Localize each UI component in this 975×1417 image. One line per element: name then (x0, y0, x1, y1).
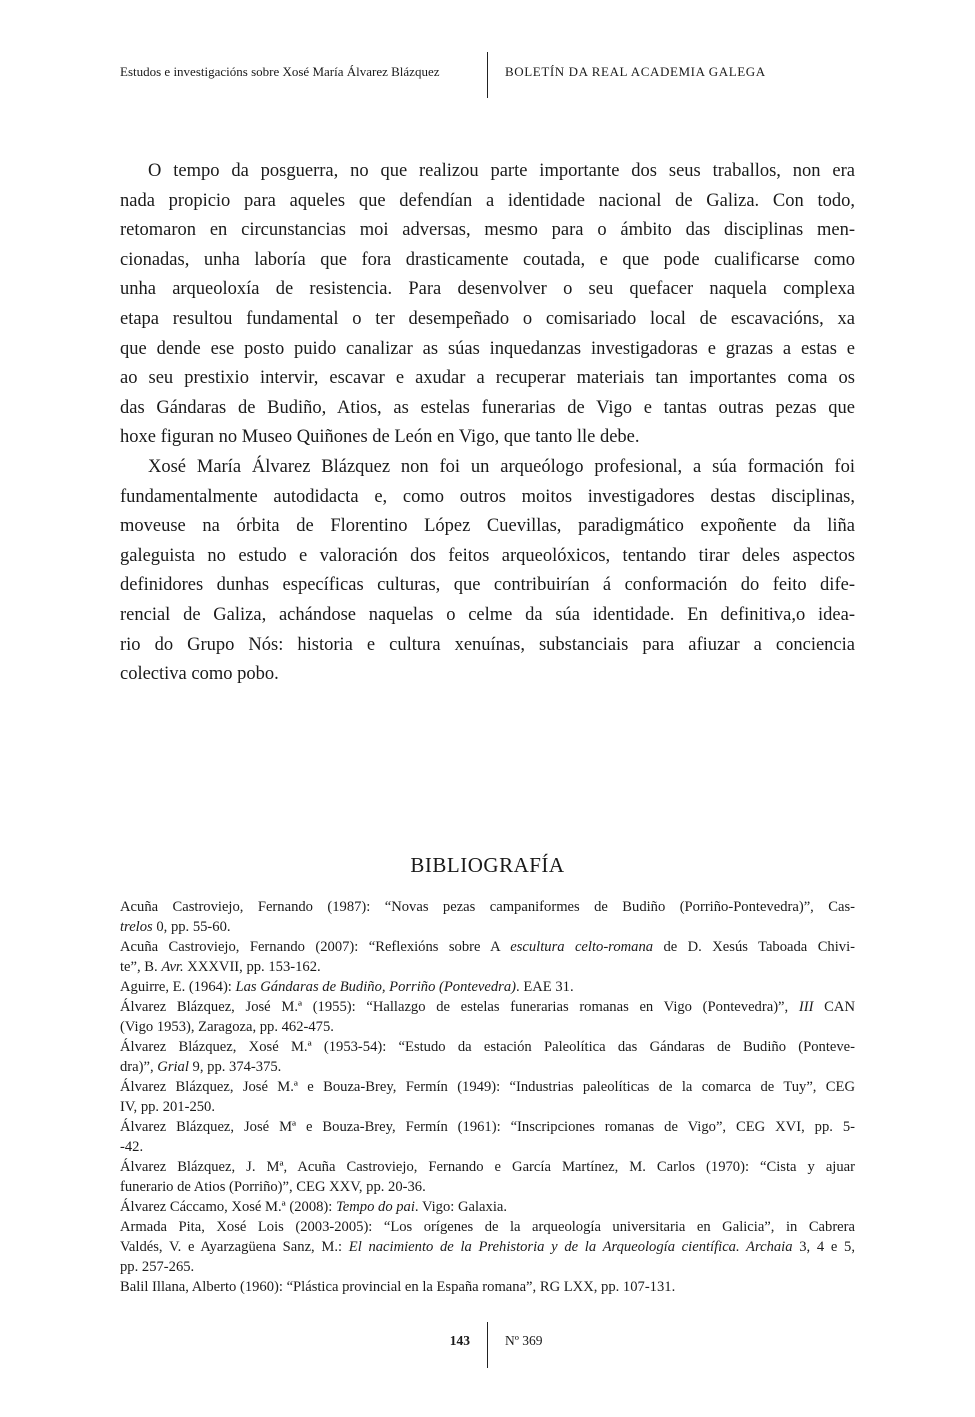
text-segment: Valdés, V. e Ayarzagüena Sanz, M.: (120, 1239, 349, 1255)
text-segment: Álvarez Blázquez, José Mª e Bouza-Brey, Fermín (1961): “Inscripciones romanas de Vigo”, CEG XVI, pp. 5- (120, 1119, 855, 1135)
entry-line (120, 1177, 855, 1197)
text-segment: . Vigo: Galaxia. (414, 1199, 507, 1215)
page-number: 143 (449, 1333, 470, 1348)
entry-line (120, 997, 855, 1017)
text-line: definidores dunhas específicas culturas, que contribuirían á conformación do feito dife- (120, 575, 855, 596)
text-segment: Álvarez Blázquez, Xosé M.ª (1953-54): “Estudo da estación Paleolítica das Gándaras de Budiño (Ponteve- (120, 1039, 855, 1055)
bibliography-entry (120, 1117, 855, 1157)
running-header-left: Estudos e investigacións sobre Xosé María Álvarez Blázquez (120, 64, 440, 79)
italic-title: trelos (120, 919, 153, 935)
text-line: O tempo da posguerra, no que realizou parte importante dos seus traballos, non era (148, 161, 855, 181)
entry-line (120, 1137, 855, 1157)
footer-divider (487, 1322, 488, 1368)
italic-title: Grial (157, 1059, 189, 1075)
header-divider (487, 52, 488, 98)
entry-line (120, 1077, 855, 1097)
running-header-right: BOLETÍN DA REAL ACADEMIA GALEGA (505, 64, 766, 79)
text-segment: Álvarez Blázquez, José M.ª (1955): “Hallazgo de estelas funerarias romanas en Vigo (Pontevedra)”, (120, 999, 799, 1015)
entry-line (120, 1057, 855, 1077)
text-line: colectiva como pobo. (120, 664, 279, 685)
text-segment: te”, B. (120, 959, 162, 975)
text-segment: . EAE 31. (516, 979, 574, 995)
entry-line (120, 1117, 855, 1137)
entry-line (120, 937, 855, 957)
paragraph (120, 157, 855, 453)
bibliography-heading: BIBLIOGRAFÍA (410, 853, 565, 877)
text-segment: (Vigo 1953), Zaragoza, pp. 462-475. (120, 1019, 334, 1035)
entry-line (120, 977, 855, 997)
paragraph (120, 453, 855, 690)
text-segment: Aguirre, E. (1964): (120, 979, 236, 995)
text-segment: Acuña Castroviejo, Fernando (1987): “Novas pezas campaniformes de Budiño (Porriño-Pontevedra)”, Cas- (120, 899, 855, 915)
text-segment: 0, pp. 55-60. (152, 919, 231, 935)
text-segment: Balil Illana, Alberto (1960): “Plástica provincial en la España romana”, RG LXX, pp. 107-131. (120, 1279, 676, 1295)
italic-title: III (798, 999, 814, 1015)
entry-line (120, 957, 855, 977)
text-segment: CAN (813, 999, 855, 1015)
entry-line (120, 1097, 855, 1117)
italic-title: Avr. (161, 959, 184, 975)
text-line: moveuse na órbita de Florentino López Cuevillas, paradigmático expoñente da liña (120, 516, 855, 537)
text-segment: pp. 257-265. (120, 1259, 195, 1275)
bibliography-entry (120, 1037, 855, 1077)
text-segment: XXXVII, pp. 153-162. (183, 959, 321, 975)
text-segment: funerario de Atios (Porriño)”, CEG XXV, pp. 20-36. (120, 1179, 426, 1195)
text-segment: Álvarez Blázquez, José M.ª e Bouza-Brey, Fermín (1949): “Industrias paleolíticas de la comarca de Tuy”, CEG (120, 1079, 855, 1095)
text-line: etapa resultou fundamental o ter desempeñado o comisariado local de escavacións, xa (120, 308, 855, 329)
entry-line (120, 1037, 855, 1057)
entry-line (120, 1277, 855, 1297)
text-segment: 9, pp. 374-375. (188, 1059, 282, 1075)
text-line: rencial de Galiza, achándose naquelas o celme da súa identidade. En definitiva,o idea- (120, 604, 855, 625)
text-segment: Álvarez Blázquez, J. Mª, Acuña Castroviejo, Fernando e García Martínez, M. Carlos (1970): “Cista y ajuar (120, 1159, 855, 1175)
italic-title: escultura celto-romana (510, 939, 654, 955)
bibliography-entry (120, 1217, 855, 1277)
bibliography-entry (120, 897, 855, 937)
italic-title: Tempo do pai (335, 1199, 415, 1215)
text-line: unha arqueoloxía de resistencia. Para desenvolver o seu quefacer naquela complexa (120, 279, 855, 300)
bibliography-entry (120, 1157, 855, 1197)
text-line: nada propicio para aqueles que defendían a identidade nacional de Galiza. Con todo, (120, 190, 855, 211)
entry-line (120, 1017, 855, 1037)
text-segment: dra)”, (120, 1059, 158, 1075)
issue-number: Nº 369 (505, 1333, 543, 1348)
text-line: ao seu prestixio intervir, escavar e axudar a recuperar materiais tan importantes coma os (120, 368, 855, 389)
bibliography-entry (120, 1197, 855, 1217)
bibliography-entry (120, 977, 855, 997)
text-line: que dende ese posto puido canalizar as súas inquedanzas investigadoras e grazas a estas e (120, 338, 855, 359)
text-line: fundamentalmente autodidacta e, como outros moitos investigadores destas disciplinas, (120, 486, 855, 507)
entry-line (120, 917, 855, 937)
entry-line (120, 897, 855, 917)
bibliography-entry (120, 1277, 855, 1297)
text-segment: -42. (120, 1139, 144, 1155)
text-line: Xosé María Álvarez Blázquez non foi un arqueólogo profesional, a súa formación foi (148, 456, 855, 477)
text-line: das Gándaras de Budiño, Atios, as estelas funerarias de Vigo e tantas outras pezas que (120, 397, 855, 418)
body-text (120, 157, 855, 690)
text-segment: Armada Pita, Xosé Lois (2003-2005): “Los orígenes de la arqueología universitaria en Galicia”, in Cabrera (120, 1219, 855, 1235)
italic-title: Las Gándaras de Budiño, Porriño (Pontevedra) (235, 979, 517, 995)
bibliography-list (120, 897, 855, 1297)
text-line: galeguista no estudo e valoración dos feitos arqueolóxicos, tentando tirar deles aspectos (120, 545, 855, 566)
entry-line (120, 1237, 855, 1257)
entry-line (120, 1157, 855, 1177)
entry-line (120, 1197, 855, 1217)
text-segment: IV, pp. 201-250. (120, 1099, 215, 1115)
text-segment: Álvarez Cáccamo, Xosé M.ª (2008): (120, 1199, 336, 1215)
text-line: retomaron en circunstancias moi adversas, mesmo para o ámbito das disciplinas men- (120, 220, 855, 241)
text-segment: Acuña Castroviejo, Fernando (2007): “Reflexións sobre A (120, 939, 511, 955)
bibliography-entry (120, 937, 855, 977)
text-segment: 3, 4 e 5, (792, 1239, 855, 1255)
entry-line (120, 1257, 855, 1277)
bibliography-entry (120, 1077, 855, 1117)
text-line: hoxe figuran no Museo Quiñones de León en Vigo, que tanto lle debe. (120, 427, 640, 448)
text-line: cionadas, unha laboría que fora drasticamente coutada, e que pode cualificarse como (120, 249, 855, 270)
text-segment: de D. Xesús Taboada Chivi- (653, 939, 855, 955)
italic-title: El nacimiento de la Prehistoria y de la Arqueología científica. Archaia (348, 1239, 793, 1255)
bibliography-entry (120, 997, 855, 1037)
text-line: rio do Grupo Nós: historia e cultura xenuínas, substanciais para afiuzar a conciencia (120, 634, 855, 655)
entry-line (120, 1217, 855, 1237)
